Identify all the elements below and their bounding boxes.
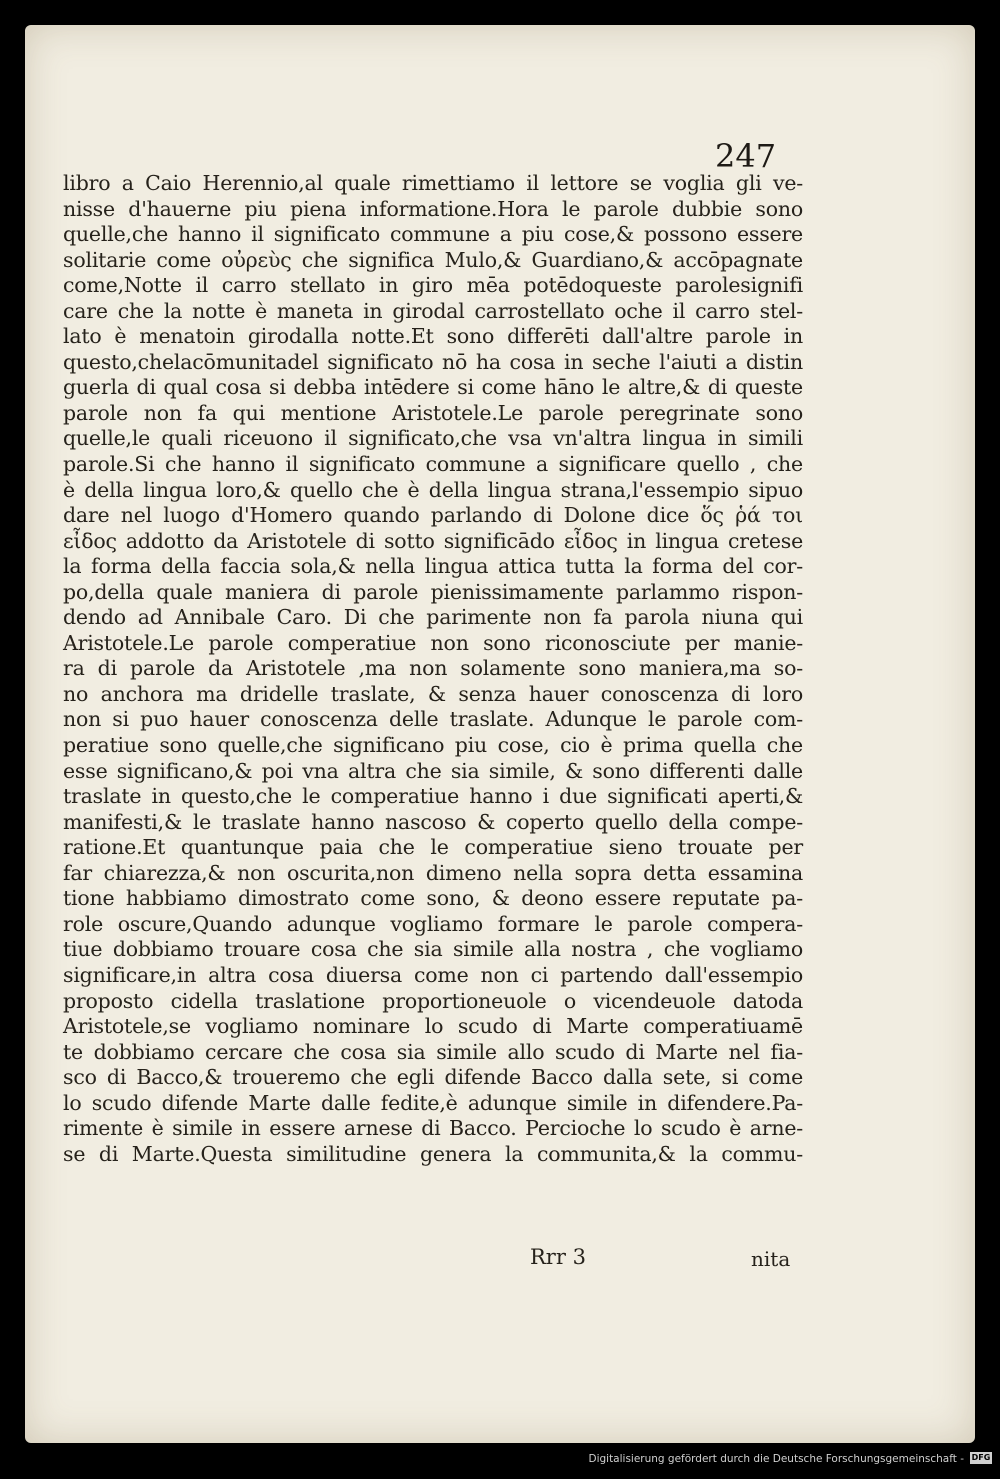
text-line: come,Notte il carro stellato in giro mēa potēdoqueste parolesignifi — [63, 273, 803, 298]
text-line: la forma della faccia sola,& nella lingua attica tutta la forma del cor- — [63, 554, 803, 579]
dfg-logo-icon: DFG — [971, 1453, 991, 1462]
text-line: proposto cidella traslatione proportioneuole o vicendeuole datoda — [63, 988, 803, 1013]
text-line: manifesti,& le traslate hanno nascoso & coperto quello della compe- — [63, 809, 803, 834]
text-line: significare,in altra cosa diuersa come non ci partendo dall'essempio — [63, 962, 803, 987]
text-line: tione habbiamo dimostrato come sono, & deono essere reputate pa- — [63, 886, 803, 911]
text-line: nisse d'hauerne piu piena informatione.Hora le parole dubbie sono — [63, 196, 803, 221]
book-page — [25, 25, 975, 1443]
text-line: far chiarezza,& non oscurita,non dimeno nella sopra detta essamina — [63, 860, 803, 885]
digitization-credit: Digitalisierung gefördert durch die Deutsche Forschungsgemeinschaft - — [588, 1453, 964, 1465]
text-line: questo,chelacōmunitadel significato nō ha cosa in seche l'aiuti a distin — [63, 349, 803, 374]
text-line: se di Marte.Questa similitudine genera la communita,& la commu- — [63, 1141, 803, 1166]
text-line: libro a Caio Herennio,al quale rimettiamo il lettore se voglia gli ve- — [63, 171, 803, 195]
body-text — [63, 171, 803, 1167]
text-line: lo scudo difende Marte dalle fedite,è adunque simile in difendere.Pa- — [63, 1090, 803, 1115]
text-line: rimente è simile in essere arnese di Bacco. Percioche lo scudo è arne- — [63, 1116, 803, 1141]
text-line: Aristotele.Le parole comperatiue non sono riconosciute per manie- — [63, 630, 803, 655]
text-line: Aristotele,se vogliamo nominare lo scudo di Marte comperatiuamē — [63, 1014, 803, 1039]
text-line: ra di parole da Aristotele ,ma non solamente sono maniera,ma so- — [63, 656, 803, 681]
text-line: care che la notte è maneta in girodal carrostellato oche il carro stel- — [63, 298, 803, 323]
text-line: esse significano,& poi vna altra che sia simile, & sono differenti dalle — [63, 758, 803, 783]
footer-bar — [0, 1443, 1000, 1479]
text-line: role oscure,Quando adunque vogliamo formare le parole compera- — [63, 911, 803, 936]
text-line: ratione.Et quantunque paia che le comperatiue sieno trouate per — [63, 835, 803, 860]
text-line: lato è menatoin girodalla notte.Et sono differēti dall'altre parole in — [63, 324, 803, 349]
text-line: tiue dobbiamo trouare cosa che sia simile alla nostra , che vogliamo — [63, 937, 803, 962]
text-line: dendo ad Annibale Caro. Di che parimente non fa parola niuna qui — [63, 605, 803, 630]
text-line: è della lingua loro,& quello che è della lingua strana,l'essempio sipuo — [63, 477, 803, 502]
text-line: sco di Bacco,& troueremo che egli difende Bacco dalla sete, si come — [63, 1065, 803, 1090]
catchword: nita — [751, 1247, 791, 1271]
text-line: te dobbiamo cercare che cosa sia simile allo scudo di Marte nel fia- — [63, 1039, 803, 1064]
text-line: guerla di qual cosa si debba intēdere si come hāno le altre,& di queste — [63, 375, 803, 400]
text-line: quelle,le quali riceuono il significato,che vsa vn'altra lingua in simili — [63, 426, 803, 451]
text-line: no anchora ma dridelle traslate, & senza hauer conoscenza di loro — [63, 681, 803, 706]
signature-mark: Rrr 3 — [530, 1245, 586, 1269]
text-line: non si puo hauer conoscenza delle traslate. Adunque le parole com- — [63, 707, 803, 732]
text-line: quelle,che hanno il significato commune a piu cose,& possono essere — [63, 222, 803, 247]
page-number: 247 — [715, 137, 777, 175]
text-line: peratiue sono quelle,che significano piu cose, cio è prima quella che — [63, 733, 803, 758]
text-line: dare nel luogo d'Homero quando parlando di Dolone dice ὅς ῥά τοι — [63, 503, 803, 528]
text-line: εἶδος addotto da Aristotele di sotto significādo εἶδος in lingua cretese — [63, 528, 803, 553]
text-line: traslate in questo,che le comperatiue hanno i due significati aperti,& — [63, 784, 803, 809]
text-line: parole non fa qui mentione Aristotele.Le parole peregrinate sono — [63, 400, 803, 425]
text-line: solitarie come οὐρεὺς che significa Mulo,& Guardiano,& accōpagnate — [63, 247, 803, 272]
text-line: parole.Si che hanno il significato commune a significare quello , che — [63, 452, 803, 477]
text-line: po,della quale maniera di parole pienissimamente parlammo rispon- — [63, 579, 803, 604]
